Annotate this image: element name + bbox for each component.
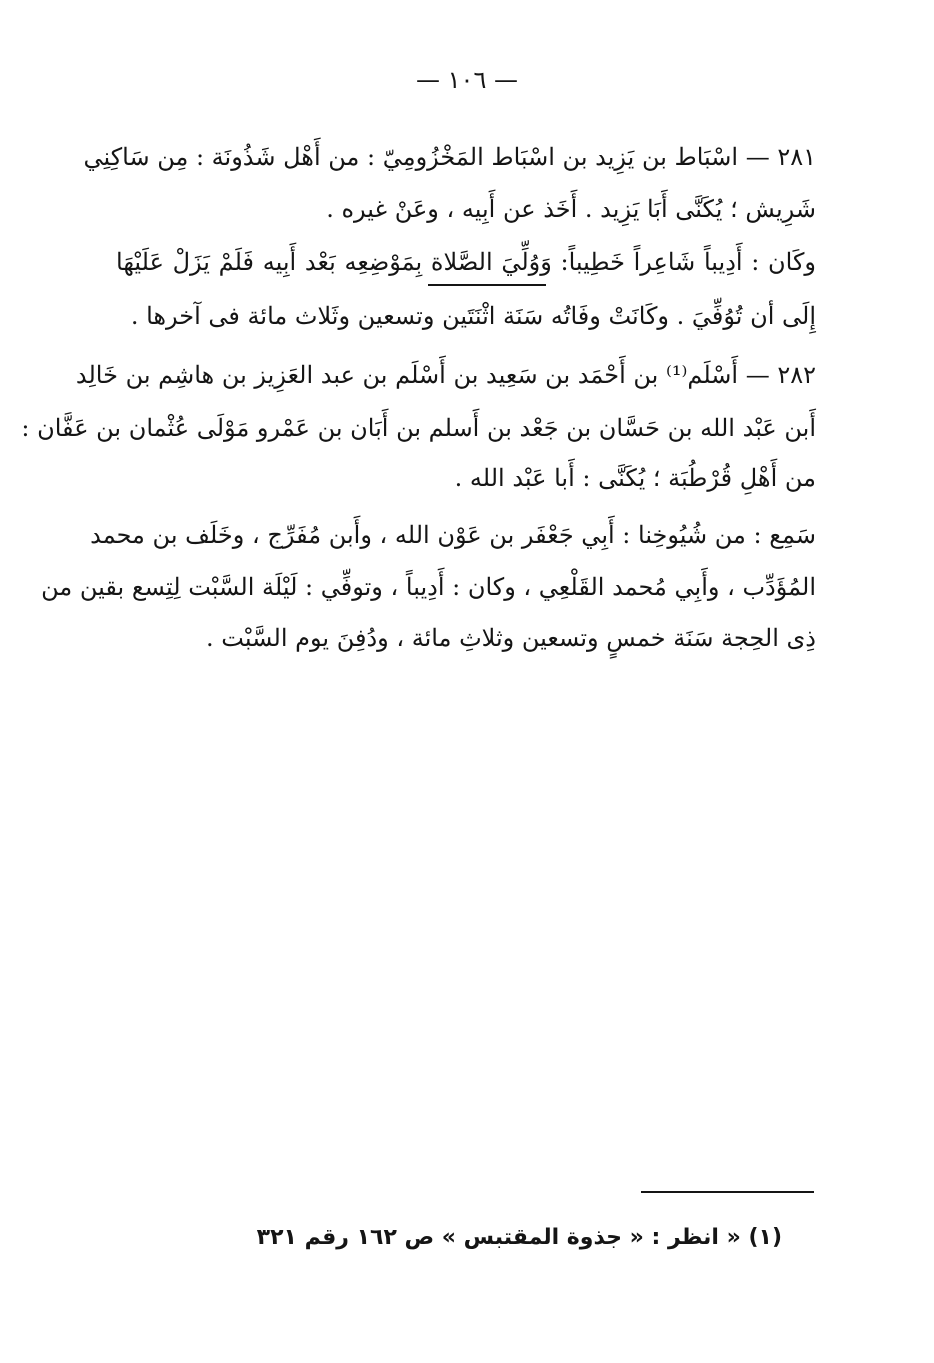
entry-282-line-5: المُؤَدِّب ، وأَبِي مُحمد القَلْعِي ، وكان : أَدِيباً ، وتوفِّي : لَيْلَة السَّبْت لِتِسع بقين من — [41, 573, 816, 601]
entry-282-line-3: من أَهْلِ قُرْطُبَة ؛ يُكَنَّى : أَبا عَبْد الله . — [454, 464, 816, 492]
entry-281-line-1: ٢٨١ — اسْبَاط بن يَزِيد بن اسْبَاط المَخْزُومِيّ : من أَهْل شَذُونَة : مِن سَاكِنِي — [83, 143, 816, 171]
entry-281-line-3: وكَان : أَدِيباً شَاعِراً خَطِيباً: وَوُلِّيَ الصَّلاة بِمَوْضِعِه بَعْد أَبِيه فَلَمْ يَزَلْ عَلَيْهَا — [116, 248, 816, 276]
entry-281-line-2: شَرِيش ؛ يُكَنَّى أَبَا يَزِيد . أَخَذ عن أَبِيه ، وعَنْ غيره . — [326, 195, 816, 223]
footnote: (١) « انظر : « جذوة المقتبس » ص ١٦٢ رقم ٣٢١ — [256, 1225, 782, 1250]
entry-281-line-4: إِلَى أن تُوُفِّيَ . وكَانَتْ وفَاتُه سَنَة اثْنَتَين وتسعين وثَلاث مائة فى آخرها . — [130, 302, 816, 330]
page-number: — ١٠٦ — — [416, 66, 518, 94]
entry-282-line-2: أَبن عَبْد الله بن حَسَّان بن جَعْد بن أَسلم بن أَبَان بن عَمْرو مَوْلَى عُثْمان بن عَفَّان : — [21, 414, 816, 442]
entry-282-line-1: ٢٨٢ — أَسْلَم⁽¹⁾ بن أَحْمَد بن سَعِيد بن أَسْلَم بن عبد العَزِيز بن هاشِم بن خَالِد — [75, 361, 816, 389]
underline-mark — [428, 284, 546, 286]
entry-282-line-6: ذِى الحِجة سَنَة خمسٍ وتسعين وثلاثِ مائة ، ودُفِنَ يوم السَّبْت . — [206, 624, 816, 652]
footnote-rule — [641, 1191, 814, 1193]
entry-282-line-4: سَمِع : من شُيُوخِنا : أَبِي جَعْفَر بن عَوْن الله ، وأَبن مُفَرِّج ، وخَلَف بن محمد — [90, 521, 816, 549]
